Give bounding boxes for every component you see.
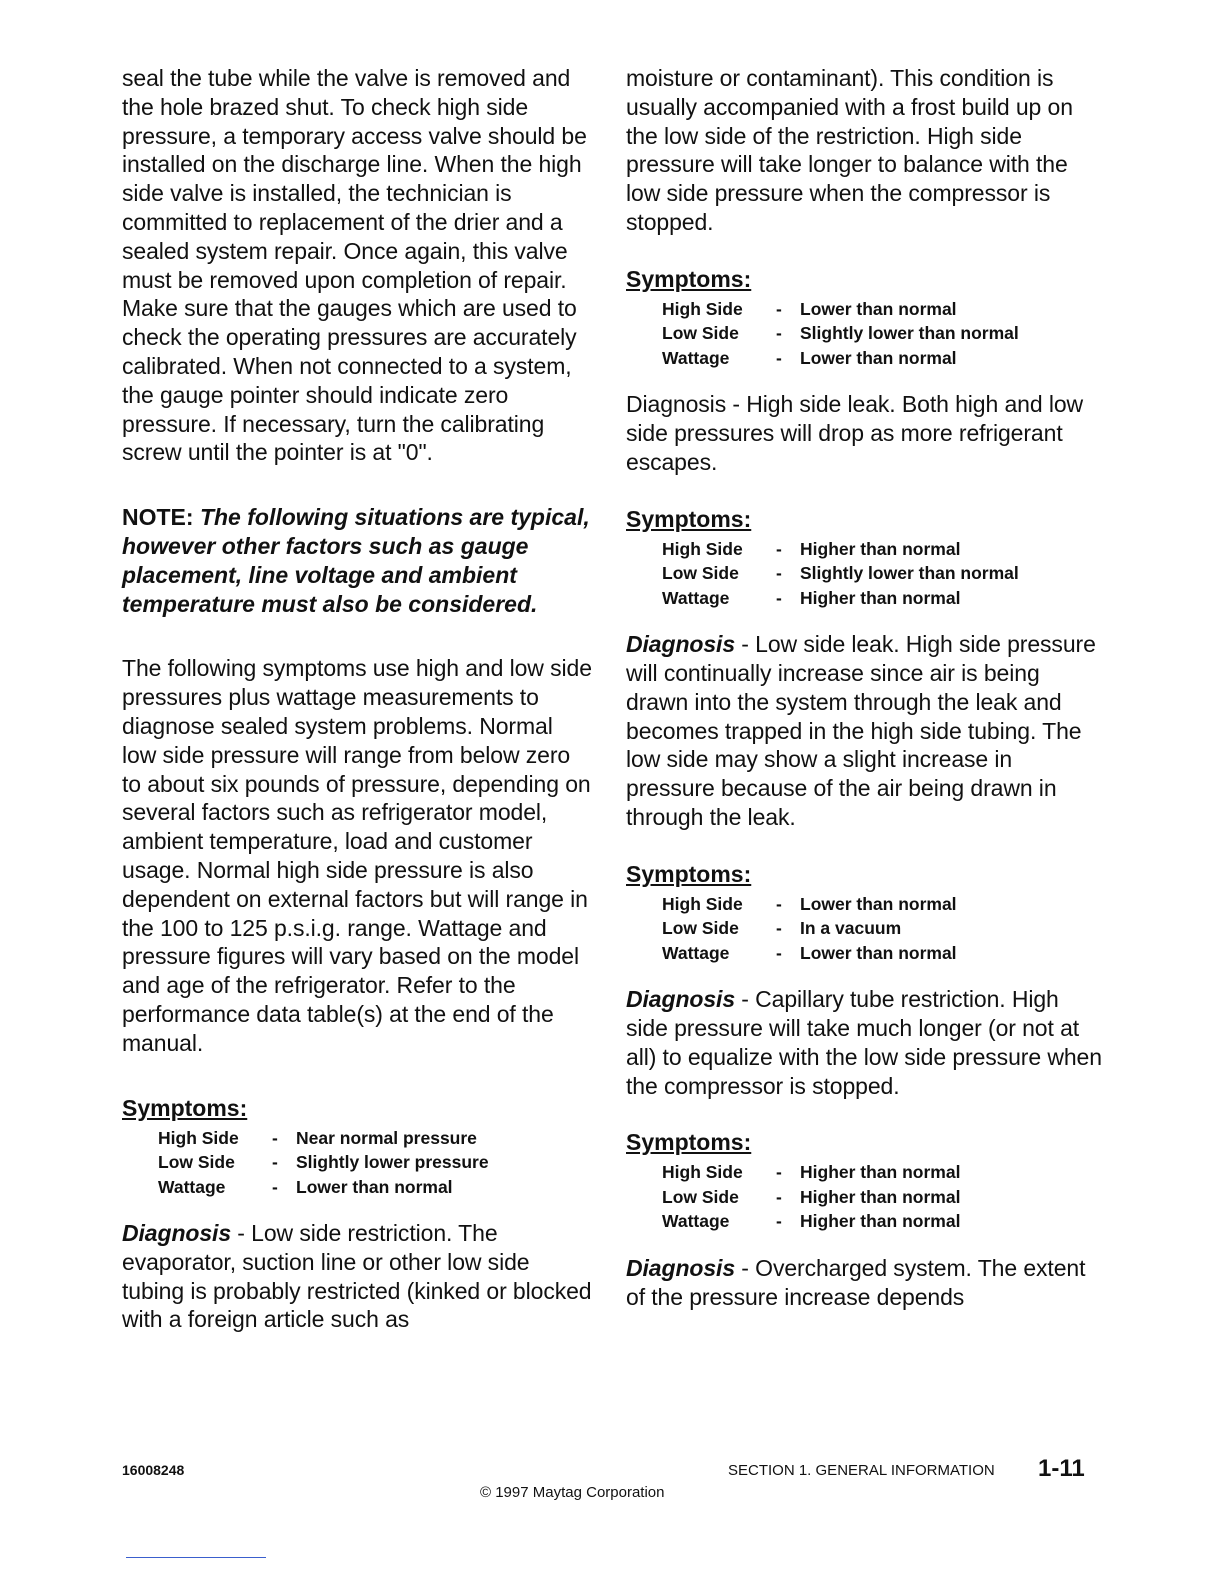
symptom-row: [662, 1160, 960, 1185]
diagnosis-paragraph: [122, 1219, 592, 1334]
symptom-row: [158, 1126, 489, 1151]
symptom-value: Higher than normal: [800, 1162, 961, 1183]
left-column: [122, 64, 592, 1334]
diagnosis-label: Diagnosis: [626, 986, 736, 1013]
diagnosis-label: Diagnosis: [626, 631, 736, 658]
symptoms-block-4: [626, 860, 1106, 966]
symptom-key: Low Side: [662, 918, 739, 939]
note-text: The following situations are typical, however other factors such as gauge placement, line voltage and ambient temperature must also be considered.: [122, 504, 590, 617]
symptom-key: Wattage: [662, 347, 730, 368]
symptoms-heading: Symptoms:: [626, 860, 752, 887]
symptom-row: [662, 941, 957, 966]
symptom-dash: -: [272, 1127, 278, 1148]
symptom-row: [662, 346, 1019, 371]
symptoms-heading: Symptoms:: [626, 265, 752, 292]
symptom-key: Low Side: [662, 1186, 739, 1207]
symptoms-block-3: [626, 505, 1106, 611]
symptoms-table: [662, 1160, 960, 1234]
symptoms-heading: Symptoms:: [626, 1129, 752, 1156]
document-number: 16008248: [122, 1462, 185, 1478]
symptom-row: [662, 561, 1019, 586]
symptom-value: Slightly lower than normal: [800, 563, 1019, 584]
diagnosis-paragraph: [626, 985, 1106, 1100]
symptoms-block-1: [122, 1094, 592, 1200]
symptom-dash: -: [776, 918, 782, 939]
symptom-dash: -: [776, 538, 782, 559]
symptom-dash: -: [776, 893, 782, 914]
symptom-value: Higher than normal: [800, 538, 961, 559]
symptom-dash: -: [776, 942, 782, 963]
page-number: 1-11: [1038, 1455, 1085, 1482]
symptom-key: Low Side: [158, 1152, 235, 1172]
symptom-dash: -: [776, 563, 782, 584]
symptom-key: Low Side: [662, 323, 739, 344]
symptoms-table: [662, 537, 1019, 611]
diagnosis-text: - Overcharged system. The extent of the pressure increase depends: [626, 1254, 1086, 1310]
diagnosis-text: - Capillary tube restriction. High side pressure will take much longer (or not at all) to equalize with the low side pressure when the compressor is stopped.: [626, 986, 1102, 1099]
symptom-key: Wattage: [158, 1176, 226, 1197]
symptom-key: High Side: [662, 298, 743, 319]
symptom-value: Lower than normal: [296, 1176, 453, 1197]
symptom-key: High Side: [662, 1162, 743, 1183]
symptoms-heading: Symptoms:: [122, 1094, 248, 1121]
symptom-value: In a vacuum: [800, 918, 902, 939]
diagnosis-label: Diagnosis: [122, 1220, 232, 1246]
diagnosis-paragraph: [626, 1254, 1106, 1312]
symptoms-intro-paragraph: The following symptoms use high and low side pressures plus wattage measurements to diagnose sealed system problems. Normal low side pressure will range from below zero to about six pounds of pressure, depending on several factors such as refrigerator model, ambient temperature, load and customer usage. Normal high side pressure is also dependent on external factors but will range in the 100 to 125 p.s.i.g. range. Wattage and pressure figures will vary based on the model and age of the refrigerator. Refer to the performance data table(s) at the end of the manual.: [122, 655, 592, 1056]
diagnosis-paragraph: Diagnosis - High side leak. Both high and low side pressures will drop as more refrigerant escapes.: [626, 391, 1084, 475]
symptom-dash: -: [776, 1186, 782, 1207]
symptom-key: Low Side: [662, 563, 739, 584]
symptoms-heading: Symptoms:: [626, 505, 752, 532]
symptoms-table: [662, 892, 957, 966]
symptom-value: Higher than normal: [800, 1186, 961, 1207]
symptom-key: High Side: [662, 893, 743, 914]
symptom-value: Lower than normal: [800, 893, 957, 914]
symptom-value: Slightly lower pressure: [296, 1152, 489, 1172]
symptoms-table: [662, 297, 1019, 371]
bottom-rule: [126, 1557, 266, 1558]
right-column: [626, 64, 1106, 1312]
symptom-dash: -: [776, 298, 782, 319]
symptom-value: Lower than normal: [800, 298, 957, 319]
note-label: NOTE:: [122, 504, 194, 531]
symptom-row: [662, 297, 1019, 322]
symptom-dash: -: [776, 1211, 782, 1232]
symptoms-table: [158, 1126, 489, 1200]
symptom-dash: -: [776, 1162, 782, 1183]
symptom-value: Higher than normal: [800, 587, 961, 608]
symptom-row: [158, 1175, 489, 1200]
symptom-value: Near normal pressure: [296, 1127, 477, 1148]
symptom-row: [662, 1185, 960, 1210]
symptom-dash: -: [776, 347, 782, 368]
diagnosis-label: Diagnosis: [626, 1254, 736, 1281]
symptom-key: High Side: [662, 538, 743, 559]
symptom-row: [158, 1150, 489, 1175]
symptom-row: [662, 916, 957, 941]
symptom-row: [662, 1209, 960, 1234]
diagnosis-text: - Low side leak. High side pressure will continually increase since air is being drawn into the system through the leak and becomes trapped in the high side tubing. The low side may show a slight increase in pressure because of the air being drawn in through the leak.: [626, 631, 1096, 830]
symptom-key: High Side: [158, 1127, 239, 1148]
symptoms-block-2: [626, 265, 1106, 371]
diagnosis-text: - Low side restriction. The evaporator, suction line or other low side tubing is probably restricted (kinked or blocked with a foreign article such as: [122, 1220, 592, 1333]
section-label: SECTION 1. GENERAL INFORMATION: [728, 1462, 995, 1479]
symptom-row: [662, 892, 957, 917]
symptom-value: Lower than normal: [800, 942, 957, 963]
symptom-value: Slightly lower than normal: [800, 323, 1019, 344]
symptom-row: [662, 537, 1019, 562]
symptom-key: Wattage: [662, 1211, 730, 1232]
note-paragraph: [122, 503, 592, 618]
symptom-value: Higher than normal: [800, 1211, 961, 1232]
symptom-dash: -: [272, 1176, 278, 1197]
symptom-key: Wattage: [662, 587, 730, 608]
symptom-value: Lower than normal: [800, 347, 957, 368]
continued-paragraph: moisture or contaminant). This condition is usually accompanied with a frost build up on the low side of the restriction. High side pressure will take longer to balance with the low side pressure when the compressor is stopped.: [626, 65, 1073, 235]
symptom-dash: -: [776, 587, 782, 608]
symptom-key: Wattage: [662, 942, 730, 963]
symptoms-block-5: [626, 1128, 1106, 1234]
diagnosis-paragraph: [626, 630, 1106, 832]
symptom-dash: -: [776, 323, 782, 344]
symptom-row: [662, 321, 1019, 346]
symptom-row: [662, 586, 1019, 611]
symptom-dash: -: [272, 1152, 278, 1172]
intro-paragraph: seal the tube while the valve is removed and the hole brazed shut. To check high side pressure, a temporary access valve should be installed on the discharge line. When the high side valve is installed, the technician is committed to replacement of the drier and a sealed system repair. Once again, this valve must be removed upon completion of repair. Make sure that the gauges which are used to check the operating pressures are accurately calibrated. When not connected to a system, the gauge pointer should indicate zero pressure. If necessary, turn the calibrating screw until the pointer is at "0".: [122, 65, 587, 466]
copyright-notice: © 1997 Maytag Corporation: [480, 1484, 665, 1501]
